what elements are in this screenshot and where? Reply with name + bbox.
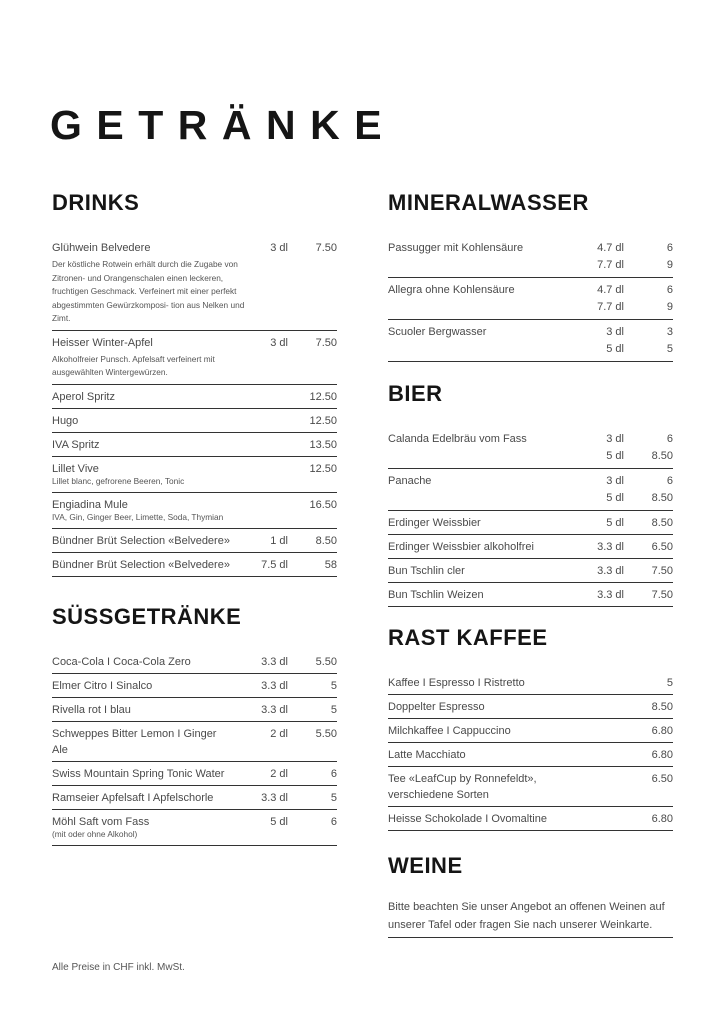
menu-item <box>52 762 337 786</box>
item-price-value: 16.50 <box>309 498 337 511</box>
item-price <box>288 654 337 670</box>
item-name: Coca-Cola I Coca-Cola Zero <box>52 656 191 668</box>
item-size-value: 3 dl <box>606 326 624 338</box>
item-size <box>566 587 624 603</box>
menu-item <box>388 807 673 831</box>
menu-item <box>52 385 337 409</box>
menu-item <box>388 671 673 695</box>
item-name: IVA Spritz <box>52 438 100 451</box>
item-size-value: 3.3 dl <box>261 792 288 804</box>
item-size-value: 3.3 dl <box>261 704 288 716</box>
section-heading: RAST KAFFEE <box>388 625 548 650</box>
item-size-value: 5 dl <box>270 816 288 828</box>
price-footnote: Alle Preise in CHF inkl. MwSt. <box>52 962 185 973</box>
item-price-value: 8.50 <box>651 517 673 529</box>
item-size <box>230 557 288 573</box>
section-rast-kaffee <box>388 625 673 831</box>
item-size-value: 5 dl <box>606 450 624 462</box>
item-name: Milchkaffee I Cappuccino <box>388 725 511 737</box>
item-price-value: 9 <box>666 259 673 271</box>
item-price <box>288 413 337 429</box>
item-size <box>230 790 288 806</box>
item-price-value: 8.50 <box>651 701 673 713</box>
item-name: Kaffee I Espresso I Ristretto <box>388 677 525 689</box>
item-price-value: 7.50 <box>315 336 337 349</box>
menu-item <box>388 511 673 535</box>
item-price <box>624 747 673 763</box>
item-price <box>624 431 673 465</box>
section-heading: BIER <box>388 381 443 406</box>
menu-item <box>388 320 673 362</box>
item-price <box>624 587 673 603</box>
item-price-value: 8.50 <box>315 534 337 547</box>
item-price-value: 3 <box>666 326 673 338</box>
item-name: Erdinger Weissbier alkoholfrei <box>388 541 534 553</box>
item-price-value: 12.50 <box>309 390 337 403</box>
menu-item <box>388 583 673 607</box>
item-price-value: 12.50 <box>309 414 337 427</box>
item-name: Bündner Brüt Selection «Belvedere» <box>52 534 230 547</box>
item-price-value: 13.50 <box>309 438 337 451</box>
item-size-value: 5 dl <box>606 492 624 504</box>
item-size <box>566 699 624 715</box>
item-name: Doppelter Espresso <box>388 701 485 713</box>
item-name: Calanda Edelbräu vom Fass <box>388 433 527 445</box>
item-price-value: 6 <box>666 433 673 445</box>
item-size <box>566 324 624 358</box>
item-size-value: 7.7 dl <box>597 301 624 313</box>
menu-item <box>52 457 337 493</box>
item-price-value: 6.80 <box>651 749 673 761</box>
item-price <box>624 699 673 715</box>
item-price <box>624 240 673 274</box>
item-price <box>288 702 337 718</box>
item-size-value: 3 dl <box>606 433 624 445</box>
item-size-value: 3.3 dl <box>597 541 624 553</box>
item-price <box>288 533 337 549</box>
item-size-value: 3.3 dl <box>261 680 288 692</box>
item-price <box>288 461 337 477</box>
item-size-value: 3 dl <box>270 242 288 254</box>
item-price <box>624 473 673 507</box>
item-size <box>566 282 624 316</box>
menu-item <box>52 433 337 457</box>
item-price-value: 7.50 <box>315 242 337 254</box>
item-size-value: 1 dl <box>270 534 288 547</box>
item-size-value: 5 dl <box>606 517 624 529</box>
item-size <box>230 437 288 453</box>
item-size-value: 2 dl <box>270 728 288 740</box>
item-name: Elmer Citro I Sinalco <box>52 680 153 692</box>
item-name: Engiadina Mule <box>52 498 128 511</box>
item-price-value: 6 <box>330 816 337 828</box>
item-size-value: 3.3 dl <box>597 565 624 577</box>
item-size <box>230 726 288 758</box>
item-price-value: 5.50 <box>315 656 337 668</box>
item-size <box>230 654 288 670</box>
menu-item <box>52 493 337 529</box>
item-name: Heisser Winter-Apfel <box>52 336 153 349</box>
item-price-value: 7.50 <box>651 589 673 601</box>
item-price <box>624 771 673 803</box>
item-price-value: 6 <box>666 475 673 487</box>
item-name: Aperol Spritz <box>52 390 115 403</box>
item-size-value: 2 dl <box>270 768 288 780</box>
menu-item <box>52 722 337 762</box>
item-price-value: 8.50 <box>651 492 673 504</box>
item-size <box>566 723 624 739</box>
item-price-value: 58 <box>324 558 337 571</box>
item-size <box>230 533 288 549</box>
item-ingredients: (mit oder ohne Alkohol) <box>52 829 138 839</box>
item-name: Allegra ohne Kohlensäure <box>388 284 515 296</box>
item-price <box>288 766 337 782</box>
item-name: Hugo <box>52 414 79 427</box>
item-size-value: 3 dl <box>270 336 288 349</box>
item-price <box>288 790 337 806</box>
section-weine <box>388 853 673 938</box>
menu-item <box>52 674 337 698</box>
menu-item <box>52 786 337 810</box>
item-size <box>230 240 288 256</box>
menu-item <box>388 559 673 583</box>
menu-item <box>52 650 337 674</box>
item-price <box>288 437 337 453</box>
menu-item <box>388 767 673 807</box>
section-mineralwasser <box>388 190 673 362</box>
item-size <box>566 675 624 691</box>
item-price-value: 8.50 <box>651 450 673 462</box>
page-title: GETRÄNKE <box>50 102 397 148</box>
item-size-value: 3.3 dl <box>597 589 624 601</box>
menu-item <box>52 236 337 331</box>
item-price <box>624 811 673 827</box>
item-name: Heisse Schokolade I Ovomaltine <box>388 813 547 825</box>
item-size <box>566 811 624 827</box>
item-price <box>288 335 337 351</box>
item-price-value: 5 <box>330 792 337 804</box>
item-size <box>566 473 624 507</box>
item-description: Alkoholfreier Punsch. Apfelsaft verfeinert mit ausgewählten Wintergewürzen. <box>52 353 215 377</box>
item-price-value: 7.50 <box>651 565 673 577</box>
item-price-value: 5 <box>330 680 337 692</box>
item-price-value: 9 <box>666 301 673 313</box>
item-price <box>624 324 673 358</box>
item-price <box>624 539 673 555</box>
item-size <box>230 335 288 351</box>
item-size <box>230 497 288 513</box>
menu-item <box>388 278 673 320</box>
section-suessgetraenke <box>52 604 337 846</box>
item-size <box>566 563 624 579</box>
item-price-value: 6.50 <box>651 541 673 553</box>
item-price <box>624 563 673 579</box>
item-size-value: 4.7 dl <box>597 284 624 296</box>
item-size-value: 3 dl <box>606 475 624 487</box>
item-price <box>288 240 337 256</box>
item-size <box>230 678 288 694</box>
item-size <box>566 771 624 803</box>
item-price <box>288 497 337 513</box>
menu-item <box>52 409 337 433</box>
item-name: Panache <box>388 475 432 487</box>
item-name: Passugger mit Kohlensäure <box>388 242 524 254</box>
item-price <box>624 675 673 691</box>
item-price <box>624 515 673 531</box>
section-heading: MINERALWASSER <box>388 190 589 215</box>
item-price-value: 5 <box>330 704 337 716</box>
item-price-value: 5.50 <box>315 728 337 740</box>
item-price <box>288 814 337 830</box>
item-size-value: 4.7 dl <box>597 242 624 254</box>
item-price-value: 6 <box>666 284 673 296</box>
menu-item <box>52 331 337 385</box>
item-description: Der köstliche Rotwein erhält durch die Zugabe von Zitronen- und Orangenschalen einen leckeren, fruchtigen Geschmack. Verfeinert mit einer perfekt abgestimmten Gewürzkomposi- tion aus Nelken und Zimt. <box>52 259 245 323</box>
item-price-value: 6 <box>666 242 673 254</box>
item-size <box>230 814 288 830</box>
item-price <box>288 389 337 405</box>
item-price-value: 6.50 <box>651 773 673 785</box>
menu-item <box>388 469 673 511</box>
item-name: Glühwein Belvedere <box>52 242 151 254</box>
item-name: Rivella rot I blau <box>52 704 131 716</box>
menu-item <box>388 695 673 719</box>
item-price-value: 12.50 <box>309 462 337 475</box>
item-size <box>566 539 624 555</box>
item-name: Scuoler Bergwasser <box>388 326 487 338</box>
item-name: Bun Tschlin cler <box>388 565 465 577</box>
item-size <box>230 413 288 429</box>
section-drinks <box>52 190 337 577</box>
item-price-value: 6 <box>330 768 337 780</box>
item-size <box>566 747 624 763</box>
item-size-value: 5 dl <box>606 343 624 355</box>
item-name: Bun Tschlin Weizen <box>388 589 484 601</box>
item-price <box>624 723 673 739</box>
item-size <box>230 389 288 405</box>
menu-item <box>388 535 673 559</box>
menu-item <box>388 719 673 743</box>
menu-item <box>388 743 673 767</box>
item-ingredients: Lillet blanc, gefrorene Beeren, Tonic <box>52 475 185 486</box>
section-heading: SÜSSGETRÄNKE <box>52 604 242 629</box>
section-bier <box>388 381 673 607</box>
menu-item <box>52 698 337 722</box>
item-price-value: 6.80 <box>651 725 673 737</box>
item-size-value: 7.5 dl <box>261 558 288 571</box>
item-name: Ramseier Apfelsaft I Apfelschorle <box>52 792 214 804</box>
item-name: Swiss Mountain Spring Tonic Water <box>52 768 225 780</box>
item-size <box>566 431 624 465</box>
item-size <box>230 766 288 782</box>
item-size <box>230 702 288 718</box>
item-name: Schweppes Bitter Lemon I Ginger Ale <box>52 728 217 756</box>
item-price <box>288 557 337 573</box>
item-price-value: 6.80 <box>651 813 673 825</box>
item-size-value: 7.7 dl <box>597 259 624 271</box>
menu-item <box>52 529 337 553</box>
item-name: Erdinger Weissbier <box>388 517 481 529</box>
item-name: Möhl Saft vom Fass <box>52 816 150 828</box>
item-ingredients: IVA, Gin, Ginger Beer, Limette, Soda, Thymian <box>52 511 224 522</box>
item-size-value: 3.3 dl <box>261 656 288 668</box>
section-heading: WEINE <box>388 853 463 878</box>
item-price-value: 5 <box>666 343 673 355</box>
item-price-value: 5 <box>666 677 673 689</box>
menu-item <box>388 236 673 278</box>
item-price <box>288 726 337 758</box>
item-size <box>566 240 624 274</box>
section-heading: DRINKS <box>52 190 140 215</box>
item-name: Bündner Brüt Selection «Belvedere» <box>52 558 230 571</box>
menu-item <box>52 553 337 577</box>
item-size <box>230 461 288 477</box>
item-price <box>288 678 337 694</box>
item-price <box>624 282 673 316</box>
item-size <box>566 515 624 531</box>
menu-item <box>52 810 337 846</box>
wine-note: Bitte beachten Sie unser Angebot an offenen Weinen auf unserer Tafel oder fragen Sie nach unserer Weinkarte. <box>388 899 673 938</box>
menu-item <box>388 427 673 469</box>
item-name: Latte Macchiato <box>388 749 466 761</box>
item-name: Lillet Vive <box>52 462 99 475</box>
item-name: Tee «LeafCup by Ronnefeldt», verschiedene Sorten <box>388 773 537 801</box>
